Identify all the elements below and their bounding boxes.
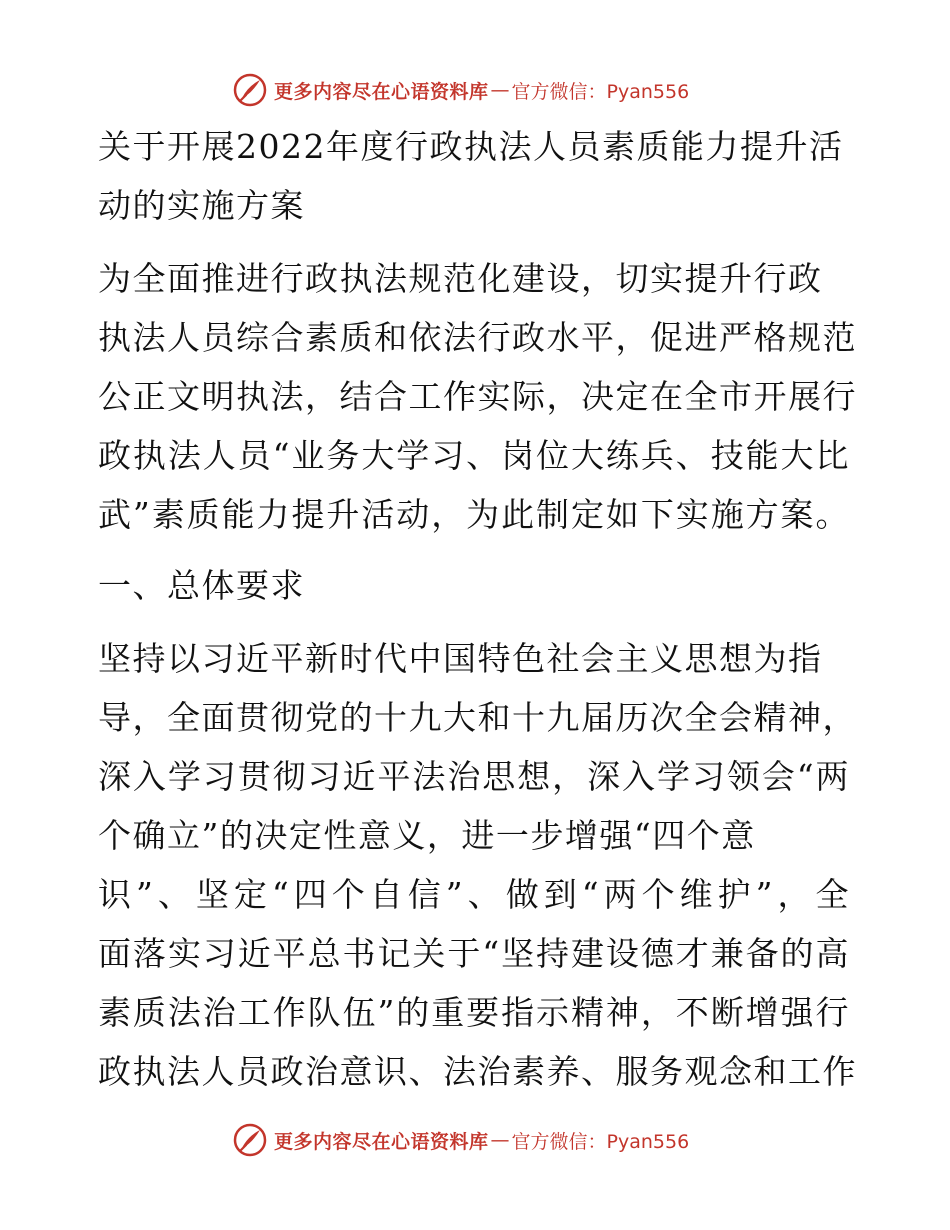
watermark-text: 更多内容尽在心语资料库: [274, 80, 489, 103]
section-line-7: 素质法治工作队伍”的重要指示精神，不断增强行: [98, 993, 850, 1032]
watermark-wechat: 官方微信：Pyan556: [511, 80, 690, 103]
intro-line-1: 为全面推进行政执法规范化建设，切实提升行政: [98, 259, 823, 298]
intro-line-3: 公正文明执法，结合工作实际，决定在全市开展行: [98, 377, 857, 416]
document-title-line-1: 关于开展2022年度行政执法人员素质能力提升活: [98, 127, 844, 166]
section-line-5: 识”、坚定“四个自信”、做到“两个维护”，全: [98, 875, 850, 914]
quill-logo-icon: [232, 72, 268, 108]
watermark-footer: [232, 1120, 689, 1160]
watermark-separator: —: [490, 79, 510, 101]
intro-line-2: 执法人员综合素质和依法行政水平，促进严格规范: [98, 318, 857, 357]
section-line-8: 政执法人员政治意识、法治素养、服务观念和工作: [98, 1052, 857, 1091]
intro-line-4: 政执法人员“业务大学习、岗位大练兵、技能大比: [98, 436, 850, 475]
quill-logo-icon: [232, 1122, 268, 1158]
watermark-text: 更多内容尽在心语资料库: [274, 1130, 489, 1153]
watermark-wechat: 官方微信：Pyan556: [511, 1130, 690, 1153]
document-title-line-2: 动的实施方案: [98, 186, 305, 225]
watermark-header: [232, 70, 689, 110]
section-line-4: 个确立”的决定性意义，进一步增强“四个意: [98, 816, 756, 855]
section-line-6: 面落实习近平总书记关于“坚持建设德才兼备的高: [98, 934, 850, 973]
section-line-3: 深入学习贯彻习近平法治思想，深入学习领会“两: [98, 757, 850, 796]
intro-line-5: 武”素质能力提升活动，为此制定如下实施方案。: [98, 495, 850, 534]
section-line-2: 导，全面贯彻党的十九大和十九届历次全会精神，: [98, 698, 857, 737]
section-heading: 一、总体要求: [98, 566, 305, 605]
section-line-1: 坚持以习近平新时代中国特色社会主义思想为指: [98, 639, 823, 678]
watermark-separator: —: [490, 1129, 510, 1151]
